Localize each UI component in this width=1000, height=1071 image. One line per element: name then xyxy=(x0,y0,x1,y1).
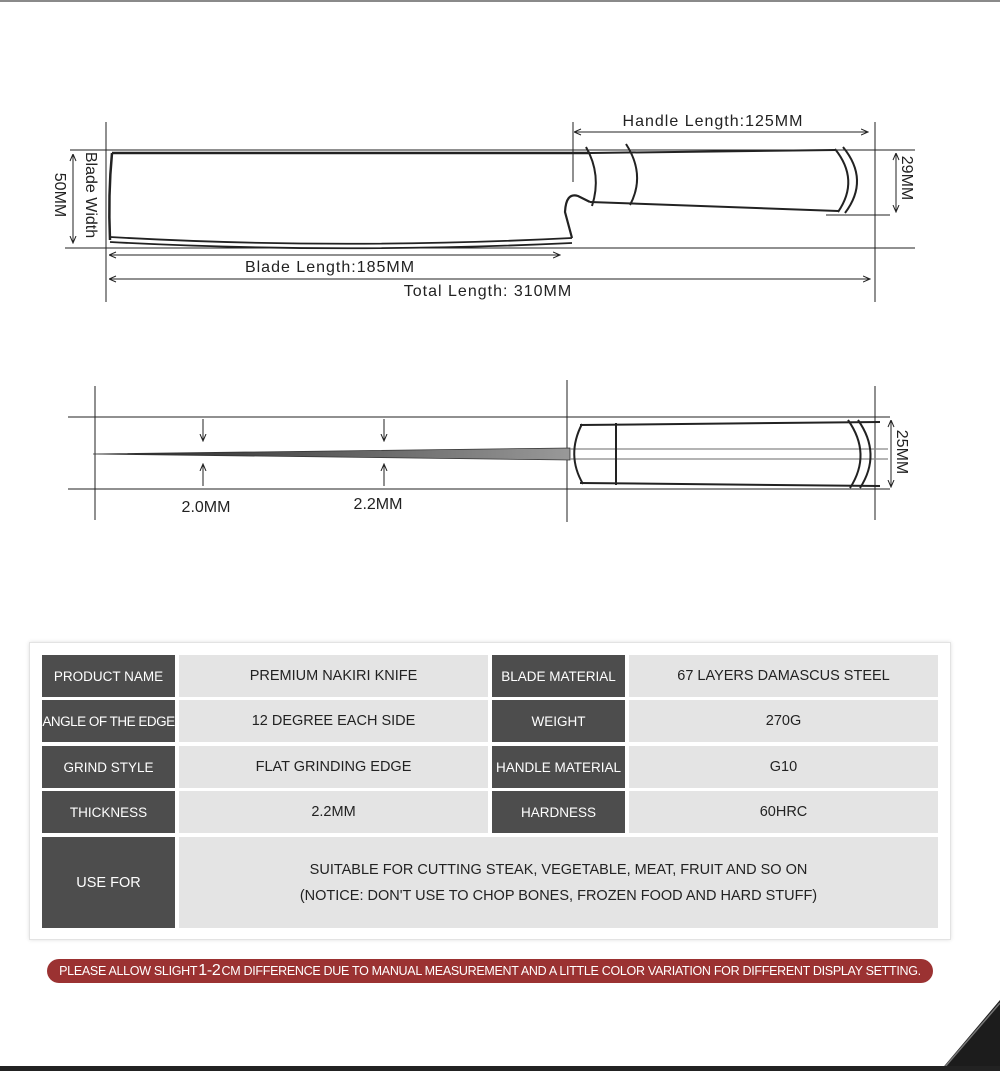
bottom-divider xyxy=(0,1066,1000,1071)
spec-value-edge-angle: 12 DEGREE EACH SIDE xyxy=(179,700,488,742)
spec-label-blade-material: BLADE MATERIAL xyxy=(492,655,625,697)
knife-side-view xyxy=(65,122,915,302)
spec-value-hardness: 60HRC xyxy=(629,791,938,833)
spec-label-use-for: USE FOR xyxy=(42,837,175,928)
spec-label-handle-material: HANDLE MATERIAL xyxy=(492,746,625,788)
spec-label-weight: WEIGHT xyxy=(492,700,625,742)
spec-value-product-name: PREMIUM NAKIRI KNIFE xyxy=(179,655,488,697)
spec-value-use-for xyxy=(179,837,938,928)
spec-label-hardness: HARDNESS xyxy=(492,791,625,833)
spec-label-thickness: THICKNESS xyxy=(42,791,175,833)
thickness-label-2: 2.2MM xyxy=(353,496,403,513)
thickness-label-1: 2.0MM xyxy=(181,499,231,516)
handle-height-label: 29MM xyxy=(898,155,915,201)
use-for-line-1: SUITABLE FOR CUTTING STEAK, VEGETABLE, MEAT, FRUIT AND SO ON xyxy=(309,861,808,878)
notice-text-before: PLEASE ALLOW SLIGHT xyxy=(59,964,198,978)
spec-value-thickness: 2.2MM xyxy=(179,791,488,833)
spec-label-product-name: PRODUCT NAME xyxy=(42,655,175,697)
use-for-line-2: (NOTICE: DON'T USE TO CHOP BONES, FROZEN FOOD AND HARD STUFF) xyxy=(299,887,818,904)
spec-value-blade-material: 67 LAYERS DAMASCUS STEEL xyxy=(629,655,938,697)
spec-table xyxy=(29,642,951,940)
spec-value-handle-material: G10 xyxy=(629,746,938,788)
blade-length-label: Blade Length:185MM xyxy=(244,259,416,276)
notice-range: 1-2 xyxy=(198,962,221,979)
notice-text-after: CM DIFFERENCE DUE TO MANUAL MEASUREMENT AND A LITTLE COLOR VARIATION FOR DIFFERENT DISPLAY SETTING. xyxy=(221,964,921,978)
measurement-notice-banner xyxy=(47,959,933,983)
handle-thickness-label: 25MM xyxy=(893,429,910,475)
spec-value-weight: 270G xyxy=(629,700,938,742)
spec-label-grind-style: GRIND STYLE xyxy=(42,746,175,788)
blade-width-value: 50MM xyxy=(51,172,68,218)
total-length-label: Total Length: 310MM xyxy=(403,283,573,300)
handle-length-label: Handle Length:125MM xyxy=(622,113,804,130)
spec-value-grind-style: FLAT GRINDING EDGE xyxy=(179,746,488,788)
blade-width-label: Blade Width xyxy=(82,151,99,239)
spec-label-edge-angle: ANGLE OF THE EDGE xyxy=(42,700,175,742)
